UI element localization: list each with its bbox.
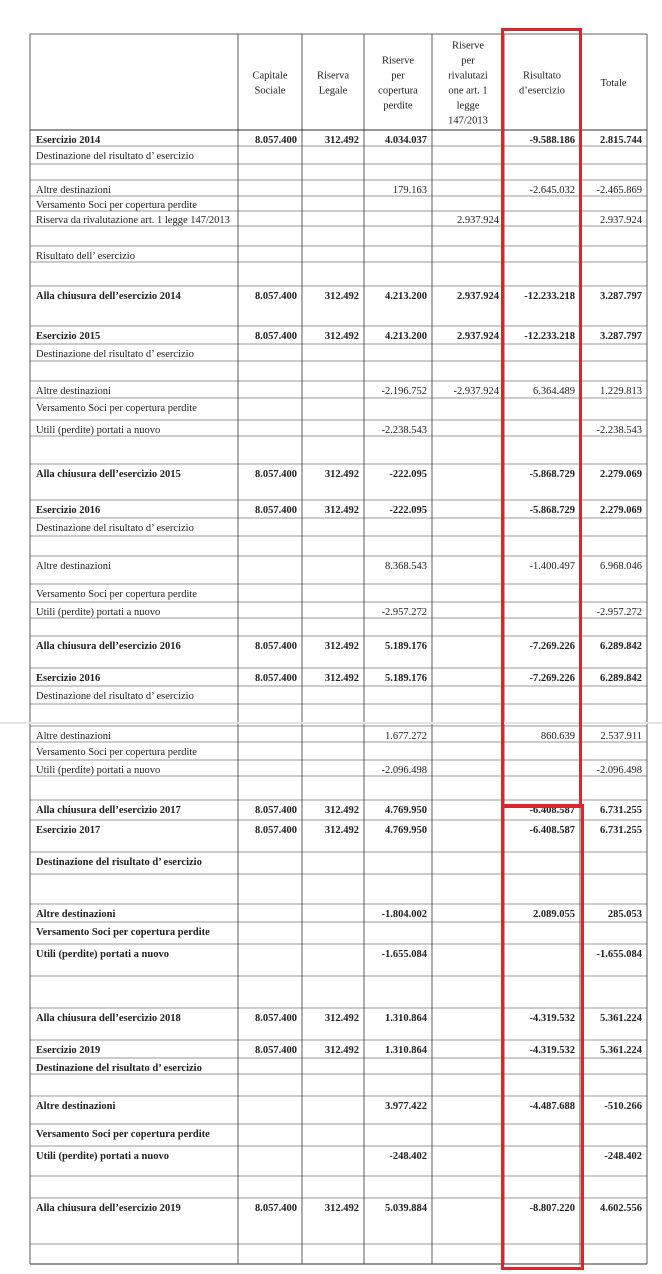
table-row xyxy=(36,607,642,618)
header-copertura: copertura xyxy=(378,85,418,97)
cell-rivalutazione: 2.937.924 xyxy=(457,331,499,342)
cell-risultato: -4.319.532 xyxy=(529,1013,575,1024)
cell-copertura: -222.095 xyxy=(389,469,427,480)
row-label: Altre destinazioni xyxy=(36,731,111,742)
cell-risultato: -5.868.729 xyxy=(529,469,575,480)
table-row xyxy=(36,673,642,684)
header-capitale: Sociale xyxy=(254,85,286,97)
cell-capitale: 8.057.400 xyxy=(255,1045,297,1056)
header-copertura: Riserve xyxy=(381,55,415,67)
cell-copertura: -1.655.084 xyxy=(381,949,427,960)
cell-copertura: -2.096.498 xyxy=(381,765,427,776)
header-totale: Totale xyxy=(600,78,627,89)
row-label: Utili (perdite) portati a nuovo xyxy=(36,949,169,960)
table-row xyxy=(36,589,197,600)
row-label: Altre destinazioni xyxy=(36,185,111,196)
table-row xyxy=(36,291,642,302)
cell-totale: 1.229.813 xyxy=(600,386,642,397)
cell-legale: 312.492 xyxy=(324,805,359,816)
cell-totale: -2.096.498 xyxy=(596,765,642,776)
cell-risultato: -6.408.587 xyxy=(529,805,575,816)
cell-copertura: 5.189.176 xyxy=(385,641,427,652)
cell-totale: 2.279.069 xyxy=(600,469,642,480)
cell-legale: 312.492 xyxy=(324,291,359,302)
cell-totale: 2.279.069 xyxy=(600,505,642,516)
table-row xyxy=(36,185,642,196)
header-rivalutazione: per xyxy=(461,55,475,67)
cell-capitale: 8.057.400 xyxy=(255,1203,297,1214)
cell-risultato: -12.233.218 xyxy=(524,291,575,302)
table-row xyxy=(36,857,202,868)
table-row xyxy=(36,135,643,146)
table-row xyxy=(36,349,194,360)
row-label: Esercizio 2016 xyxy=(36,505,101,516)
row-label: Alla chiusura dell’esercizio 2019 xyxy=(36,1203,181,1214)
cell-legale: 312.492 xyxy=(324,505,359,516)
cell-totale: 6.289.842 xyxy=(600,673,642,684)
cell-legale: 312.492 xyxy=(324,825,359,836)
row-label: Altre destinazioni xyxy=(36,561,111,572)
row-label: Esercizio 2015 xyxy=(36,331,101,342)
cell-capitale: 8.057.400 xyxy=(255,331,297,342)
header-capitale: Capitale xyxy=(252,70,288,82)
table-row xyxy=(36,251,135,262)
cell-copertura: 5.039.884 xyxy=(385,1203,427,1214)
table-row xyxy=(36,505,642,516)
header-legale: Legale xyxy=(318,85,348,97)
cell-copertura: -1.804.002 xyxy=(381,909,427,920)
cell-totale: 2.537.911 xyxy=(600,731,642,742)
cell-totale: 3.287.797 xyxy=(600,291,642,302)
cell-capitale: 8.057.400 xyxy=(255,825,297,836)
row-label: Esercizio 2019 xyxy=(36,1045,101,1056)
cell-totale: 285.053 xyxy=(607,909,642,920)
cell-copertura: 4.213.200 xyxy=(385,331,427,342)
table-body xyxy=(36,135,643,1214)
cell-totale: 2.937.924 xyxy=(600,215,642,226)
cell-capitale: 8.057.400 xyxy=(255,291,297,302)
row-label: Versamento Soci per copertura perdite xyxy=(36,403,197,414)
cell-capitale: 8.057.400 xyxy=(255,805,297,816)
cell-totale: -2.465.869 xyxy=(596,185,642,196)
cell-totale: -2.238.543 xyxy=(596,425,642,436)
cell-totale: 4.602.556 xyxy=(600,1203,642,1214)
cell-totale: 3.287.797 xyxy=(600,331,642,342)
cell-risultato: -5.868.729 xyxy=(529,505,575,516)
cell-capitale: 8.057.400 xyxy=(255,641,297,652)
row-label: Destinazione del risultato d’ esercizio xyxy=(36,523,194,534)
header-rivalutazione: rivalutazi xyxy=(448,70,488,82)
table-row xyxy=(36,1129,210,1140)
header-copertura: per xyxy=(391,70,405,82)
row-label: Altre destinazioni xyxy=(36,1101,116,1112)
table-row xyxy=(36,927,210,938)
row-label: Esercizio 2016 xyxy=(36,673,101,684)
header-risultato: Risultato xyxy=(523,70,561,82)
table-row xyxy=(36,805,642,816)
table-row xyxy=(36,765,642,776)
cell-risultato: -4.487.688 xyxy=(529,1101,575,1112)
cell-risultato: -2.645.032 xyxy=(529,185,575,196)
header-legale: Riserva xyxy=(316,70,350,82)
cell-totale: 6.731.255 xyxy=(600,825,642,836)
cell-risultato: -7.269.226 xyxy=(529,641,575,652)
table-row xyxy=(36,561,642,572)
cell-capitale: 8.057.400 xyxy=(255,505,297,516)
table-row xyxy=(36,691,194,702)
cell-totale: 5.361.224 xyxy=(600,1045,642,1056)
table-row xyxy=(36,747,197,758)
row-label: Versamento Soci per copertura perdite xyxy=(36,589,197,600)
row-label: Alla chiusura dell’esercizio 2018 xyxy=(36,1013,181,1024)
row-label: Riserva da rivalutazione art. 1 legge 147/2013 xyxy=(36,215,230,226)
cell-copertura: 4.213.200 xyxy=(385,291,427,302)
table-row xyxy=(36,331,642,342)
cell-legale: 312.492 xyxy=(324,469,359,480)
page-break-divider xyxy=(0,722,662,724)
row-label: Esercizio 2014 xyxy=(36,135,101,146)
cell-copertura: -2.196.752 xyxy=(381,386,427,397)
cell-copertura: 179.163 xyxy=(392,185,427,196)
row-label: Versamento Soci per copertura perdite xyxy=(36,200,197,211)
cell-copertura: 5.189.176 xyxy=(385,673,427,684)
row-label: Versamento Soci per copertura perdite xyxy=(36,747,197,758)
cell-risultato: 860.639 xyxy=(540,731,575,742)
cell-copertura: 1.310.864 xyxy=(385,1045,427,1056)
cell-rivalutazione: 2.937.924 xyxy=(457,215,499,226)
cell-risultato: 2.089.055 xyxy=(533,909,575,920)
cell-legale: 312.492 xyxy=(324,331,359,342)
cell-legale: 312.492 xyxy=(324,1045,359,1056)
cell-copertura: 1.677.272 xyxy=(385,731,427,742)
table-row xyxy=(36,949,643,960)
row-label: Alla chiusura dell’esercizio 2016 xyxy=(36,641,181,652)
cell-totale: 6.968.046 xyxy=(600,561,642,572)
cell-copertura: -248.402 xyxy=(389,1151,427,1162)
row-label: Risultato dell’ esercizio xyxy=(36,251,135,262)
cell-capitale: 8.057.400 xyxy=(255,469,297,480)
table-row xyxy=(36,215,643,226)
cell-risultato: -1.400.497 xyxy=(529,561,575,572)
cell-capitale: 8.057.400 xyxy=(255,1013,297,1024)
table-header xyxy=(253,41,627,127)
row-label: Utili (perdite) portati a nuovo xyxy=(36,607,161,618)
table-row xyxy=(36,1101,642,1112)
row-label: Alla chiusura dell’esercizio 2017 xyxy=(36,805,181,816)
cell-legale: 312.492 xyxy=(324,1013,359,1024)
table-row xyxy=(36,1063,202,1074)
header-rivalutazione: 147/2013 xyxy=(448,115,488,127)
row-label: Versamento Soci per copertura perdite xyxy=(36,1129,210,1140)
cell-legale: 312.492 xyxy=(324,135,359,146)
row-label: Destinazione del risultato d’ esercizio xyxy=(36,1063,202,1074)
table-row xyxy=(36,469,642,480)
row-label: Destinazione del risultato d’ esercizio xyxy=(36,691,194,702)
row-label: Esercizio 2017 xyxy=(36,825,101,836)
header-rivalutazione: one art. 1 xyxy=(448,85,488,97)
cell-copertura: 1.310.864 xyxy=(385,1013,427,1024)
header-copertura: perdite xyxy=(383,100,413,112)
cell-totale: 6.731.255 xyxy=(600,805,642,816)
cell-copertura: -2.238.543 xyxy=(381,425,427,436)
header-risultato: d’esercizio xyxy=(518,85,566,97)
table-row xyxy=(36,1045,643,1056)
row-label: Altre destinazioni xyxy=(36,909,116,920)
table-row xyxy=(36,403,197,414)
table-row xyxy=(36,386,642,397)
cell-copertura: -222.095 xyxy=(389,505,427,516)
row-label: Utili (perdite) portati a nuovo xyxy=(36,1151,169,1162)
table-row xyxy=(36,641,642,652)
cell-totale: -1.655.084 xyxy=(596,949,642,960)
row-label: Alla chiusura dell’esercizio 2014 xyxy=(36,291,181,302)
cell-totale: 2.815.744 xyxy=(600,135,642,146)
cell-capitale: 8.057.400 xyxy=(255,135,297,146)
row-label: Destinazione del risultato d’ esercizio xyxy=(36,151,194,162)
table-row xyxy=(36,909,642,920)
cell-copertura: -2.957.272 xyxy=(381,607,427,618)
row-label: Versamento Soci per copertura perdite xyxy=(36,927,210,938)
cell-copertura: 3.977.422 xyxy=(385,1101,427,1112)
row-label: Altre destinazioni xyxy=(36,386,111,397)
cell-capitale: 8.057.400 xyxy=(255,673,297,684)
cell-legale: 312.492 xyxy=(324,1203,359,1214)
row-label: Destinazione del risultato d’ esercizio xyxy=(36,349,194,360)
table-row xyxy=(36,200,197,211)
table-row xyxy=(36,1013,643,1024)
row-label: Utili (perdite) portati a nuovo xyxy=(36,765,161,776)
row-label: Destinazione del risultato d’ esercizio xyxy=(36,857,202,868)
table-row xyxy=(36,1203,642,1214)
table-row xyxy=(36,731,642,742)
row-label: Utili (perdite) portati a nuovo xyxy=(36,425,161,436)
cell-totale: 6.289.842 xyxy=(600,641,642,652)
table-row xyxy=(36,1151,642,1162)
cell-risultato: -9.588.186 xyxy=(529,135,575,146)
cell-rivalutazione: -2.937.924 xyxy=(453,386,499,397)
cell-copertura: 8.368.543 xyxy=(385,561,427,572)
table-row xyxy=(36,523,194,534)
cell-totale: -248.402 xyxy=(604,1151,642,1162)
header-rivalutazione: legge xyxy=(456,100,480,112)
cell-risultato: -8.807.220 xyxy=(529,1203,575,1214)
cell-risultato: -12.233.218 xyxy=(524,331,575,342)
header-rivalutazione: Riserve xyxy=(451,40,485,52)
cell-risultato: -7.269.226 xyxy=(529,673,575,684)
cell-legale: 312.492 xyxy=(324,641,359,652)
cell-copertura: 4.034.037 xyxy=(385,135,427,146)
table-row xyxy=(36,825,642,836)
cell-totale: -510.266 xyxy=(604,1101,642,1112)
row-label: Alla chiusura dell’esercizio 2015 xyxy=(36,469,181,480)
cell-risultato: -4.319.532 xyxy=(529,1045,575,1056)
cell-totale: -2.957.272 xyxy=(596,607,642,618)
cell-totale: 5.361.224 xyxy=(600,1013,642,1024)
cell-copertura: 4.769.950 xyxy=(385,825,427,836)
cell-legale: 312.492 xyxy=(324,673,359,684)
cell-copertura: 4.769.950 xyxy=(385,805,427,816)
cell-risultato: 6.364.489 xyxy=(533,386,575,397)
cell-risultato: -6.408.587 xyxy=(529,825,575,836)
cell-rivalutazione: 2.937.924 xyxy=(457,291,499,302)
table-row xyxy=(36,425,642,436)
table-row xyxy=(36,151,194,162)
